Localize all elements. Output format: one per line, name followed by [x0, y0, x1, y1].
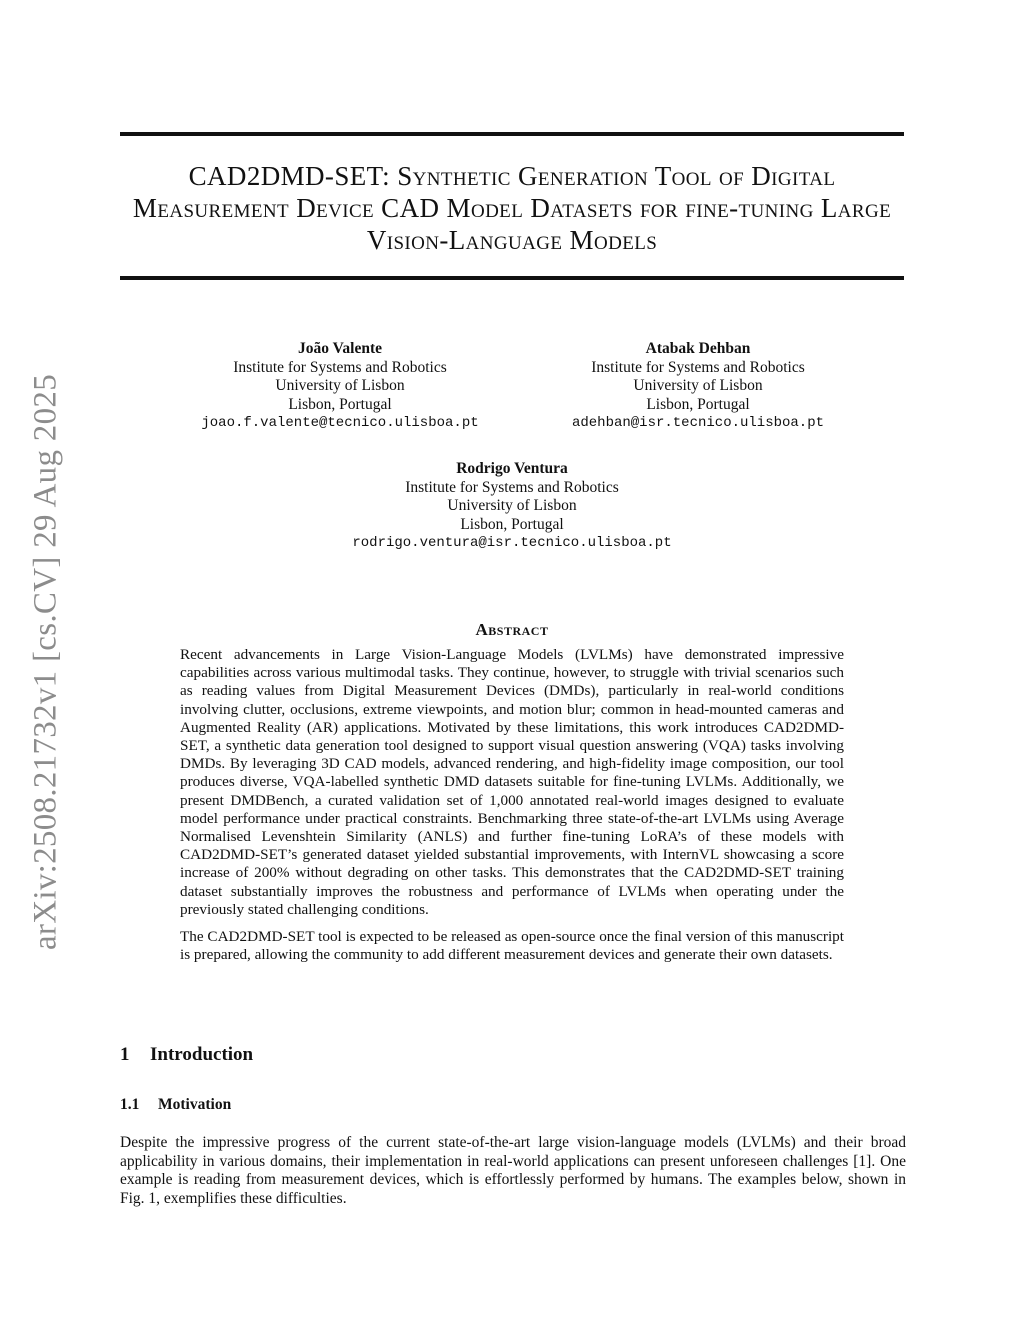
author-email[interactable]: joao.f.valente@tecnico.ulisboa.pt: [201, 415, 479, 431]
author-name: João Valente: [298, 340, 382, 357]
author-block-2: [538, 340, 858, 433]
author-name: Atabak Dehban: [645, 340, 751, 357]
arxiv-identifier-stamp: arXiv:2508.21732v1 [cs.CV] 29 Aug 2025: [27, 373, 64, 951]
section-heading: [120, 1044, 253, 1066]
author-university: University of Lisbon: [633, 377, 763, 394]
author-university: University of Lisbon: [275, 377, 405, 394]
paper-title: CAD2DMD-SET: Synthetic Generation Tool of Digital Measurement Device CAD Model Datasets for fine-tuning Large Vision-Language Models: [132, 161, 892, 255]
section-number: 1: [120, 1044, 130, 1065]
abstract-heading: Abstract: [475, 620, 549, 639]
subsection-heading: [120, 1096, 231, 1114]
author-email[interactable]: rodrigo.ventura@isr.tecnico.ulisboa.pt: [352, 535, 672, 551]
author-institute: Institute for Systems and Robotics: [405, 478, 619, 496]
title-top-rule: [120, 132, 904, 136]
author-institute: Institute for Systems and Robotics: [233, 358, 447, 376]
section-title: Introduction: [150, 1044, 254, 1065]
author-email[interactable]: adehban@isr.tecnico.ulisboa.pt: [571, 415, 825, 431]
abstract-body: [180, 646, 844, 973]
author-block-1: [180, 340, 500, 433]
author-name: Rodrigo Ventura: [456, 460, 568, 477]
author-university: University of Lisbon: [447, 497, 577, 514]
author-location: Lisbon, Portugal: [646, 395, 750, 413]
author-location: Lisbon, Portugal: [460, 515, 564, 533]
abstract-paragraph: Recent advancements in Large Vision-Language Models (LVLMs) have demonstrated impressive capabilities across various multimodal tasks. They continue, however, to struggle with trivial scenarios such as reading values from Digital Measurement Devices (DMDs), particularly in real-world conditions involving clutter, occlusions, extreme viewpoints, and motion blur; common in head-mounted cameras and Augmented Reality (AR) applications. Motivated by these limitations, this work introduces CAD2DMD-SET, a synthetic data generation tool designed to support visual question answering (VQA) tasks involving DMDs. By leveraging 3D CAD models, advanced rendering, and high-fidelity image composition, our tool produces diverse, VQA-labelled synthetic DMD datasets suitable for fine-tuning LVLMs. Additionally, we present DMDBench, a curated validation set of 1,000 annotated real-world images designed to evaluate model performance under practical constraints. Benchmarking three state-of-the-art LVLMs using Average Normalised Levenshtein Similarity (ANLS) and further fine-tuning LoRA’s of these models with CAD2DMD-SET’s generated dataset yielded substantial improvements, with InternVL showcasing a score increase of 200% without degrading on other tasks. This demonstrates that the CAD2DMD-SET training dataset substantially improves the robustness and performance of LVLMs when operating under the previously stated challenging conditions.: [180, 646, 844, 918]
abstract-paragraph: The CAD2DMD-SET tool is expected to be released as open-source once the final version of this manuscript is prepared, allowing the community to add different measurement devices and generate their own datasets.: [180, 928, 844, 964]
author-institute: Institute for Systems and Robotics: [591, 358, 805, 376]
subsection-number: 1.1: [120, 1096, 140, 1113]
subsection-title: Motivation: [158, 1096, 232, 1113]
body-paragraph: Despite the impressive progress of the current state-of-the-art large vision-language models (LVLMs) and their broad applicability in various domains, their implementation in real-world applications can present unforeseen challenges [1]. One example is reading from measurement devices, which is effortlessly performed by humans. The examples below, shown in Fig. 1, exemplifies these difficulties.: [120, 1134, 906, 1207]
author-location: Lisbon, Portugal: [288, 395, 392, 413]
author-block-3: [352, 460, 672, 553]
title-bottom-rule: [120, 276, 904, 280]
